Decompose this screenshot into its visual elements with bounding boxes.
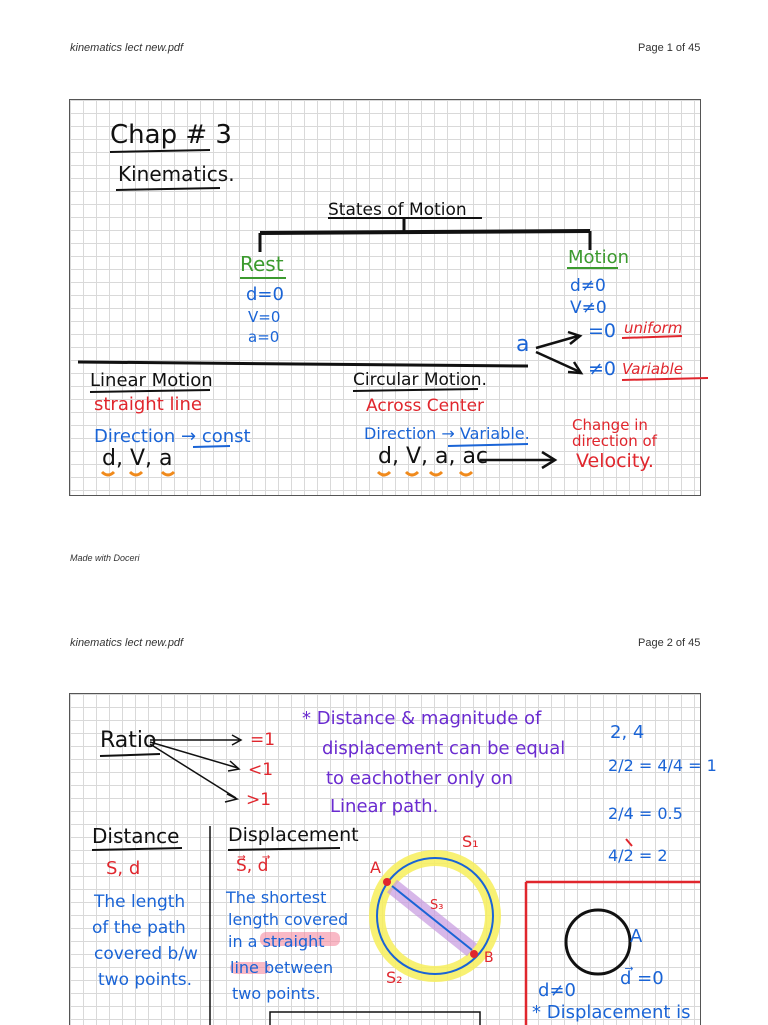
variable-label: Variable (622, 360, 683, 378)
topic-title: Kinematics. (118, 162, 235, 186)
slide-1 (69, 99, 701, 496)
displacement-def-2: length covered (228, 910, 349, 929)
straight-line: straight line (94, 394, 202, 415)
a-zero: =0 (588, 320, 617, 342)
across-center: Across Center (366, 396, 485, 416)
circle-point-a: A (630, 926, 643, 947)
rest-v: V=0 (248, 308, 281, 326)
displacement-heading: Displacement (228, 824, 359, 846)
direction-variable: Direction → Variable. (364, 424, 530, 443)
distance-heading: Distance (92, 824, 180, 848)
page2-file-name: kinematics lect new.pdf (70, 637, 184, 649)
ratio-lt: <1 (248, 760, 274, 780)
rest-heading: Rest (240, 252, 284, 276)
path-s2: S₂ (386, 968, 403, 987)
displacement-def-3: in a straight (228, 932, 325, 951)
path-s3: S₃ (430, 898, 444, 913)
linear-motion: Linear Motion (90, 370, 213, 391)
change-line-2: direction of (572, 432, 657, 450)
chapter-title: Chap # 3 (110, 120, 232, 150)
circular-vars: d, V, a, ac (378, 444, 489, 469)
calc-line-2: 2/2 = 4/4 = 1 (608, 756, 717, 775)
calc-line-1: 2, 4 (610, 722, 645, 743)
calc-line-3: 2/4 = 0.5 (608, 804, 683, 823)
a-nonzero: ≠0 (588, 358, 617, 380)
states-of-motion: States of Motion (328, 200, 467, 220)
path-s1: S₁ (462, 832, 479, 851)
note-line-2: displacement can be equal (322, 738, 566, 759)
slide-2 (69, 693, 717, 1025)
ratio-eq: =1 (250, 730, 276, 750)
rest-a: a=0 (248, 328, 280, 346)
motion-heading: Motion (568, 247, 630, 268)
note-line-4: Linear path. (330, 796, 439, 817)
note-line-3: to eachother only on (326, 768, 514, 789)
displacement-symbol: S⃗, d⃗ (236, 856, 269, 876)
change-line-3: Velocity. (576, 450, 654, 472)
distance-nonzero: d≠0 (538, 980, 576, 1001)
distance-def-2: of the path (92, 918, 186, 938)
direction-const: Direction → const (94, 426, 251, 447)
point-a: A (370, 858, 381, 877)
displacement-def-1: The shortest (226, 888, 327, 907)
rest-d: d=0 (246, 284, 284, 305)
a-label: a (516, 332, 530, 357)
page1-file-name: kinematics lect new.pdf (70, 42, 184, 54)
uniform-label: uniform (624, 319, 683, 337)
ratio-label: Ratio (100, 728, 157, 753)
distance-def-3: covered b/w (94, 944, 198, 964)
displacement-def-4: line between (230, 958, 334, 977)
distance-def-4: two points. (98, 970, 192, 990)
calc-line-4: 4/2 = 2 (608, 846, 668, 865)
displacement-zero: d⃗ =0 (620, 968, 664, 989)
page2-page-label: Page 2 of 45 (638, 637, 701, 649)
linear-vars: d, V, a (102, 446, 173, 471)
distance-def-1: The length (94, 892, 186, 912)
displacement-is-note: * Displacement is (532, 1002, 691, 1023)
circular-motion: Circular Motion. (353, 370, 487, 390)
motion-v: V≠0 (570, 298, 607, 318)
page1-page-label: Page 1 of 45 (638, 42, 701, 54)
page1-footer: Made with Doceri (70, 553, 140, 563)
change-line-1: Change in (572, 416, 648, 434)
displacement-def-5: two points. (232, 984, 321, 1003)
note-line-1: * Distance & magnitude of (302, 708, 542, 729)
ratio-gt: >1 (246, 790, 272, 810)
distance-symbol: S, d (106, 858, 141, 879)
motion-d: d≠0 (570, 276, 606, 296)
point-b: B (484, 950, 494, 966)
